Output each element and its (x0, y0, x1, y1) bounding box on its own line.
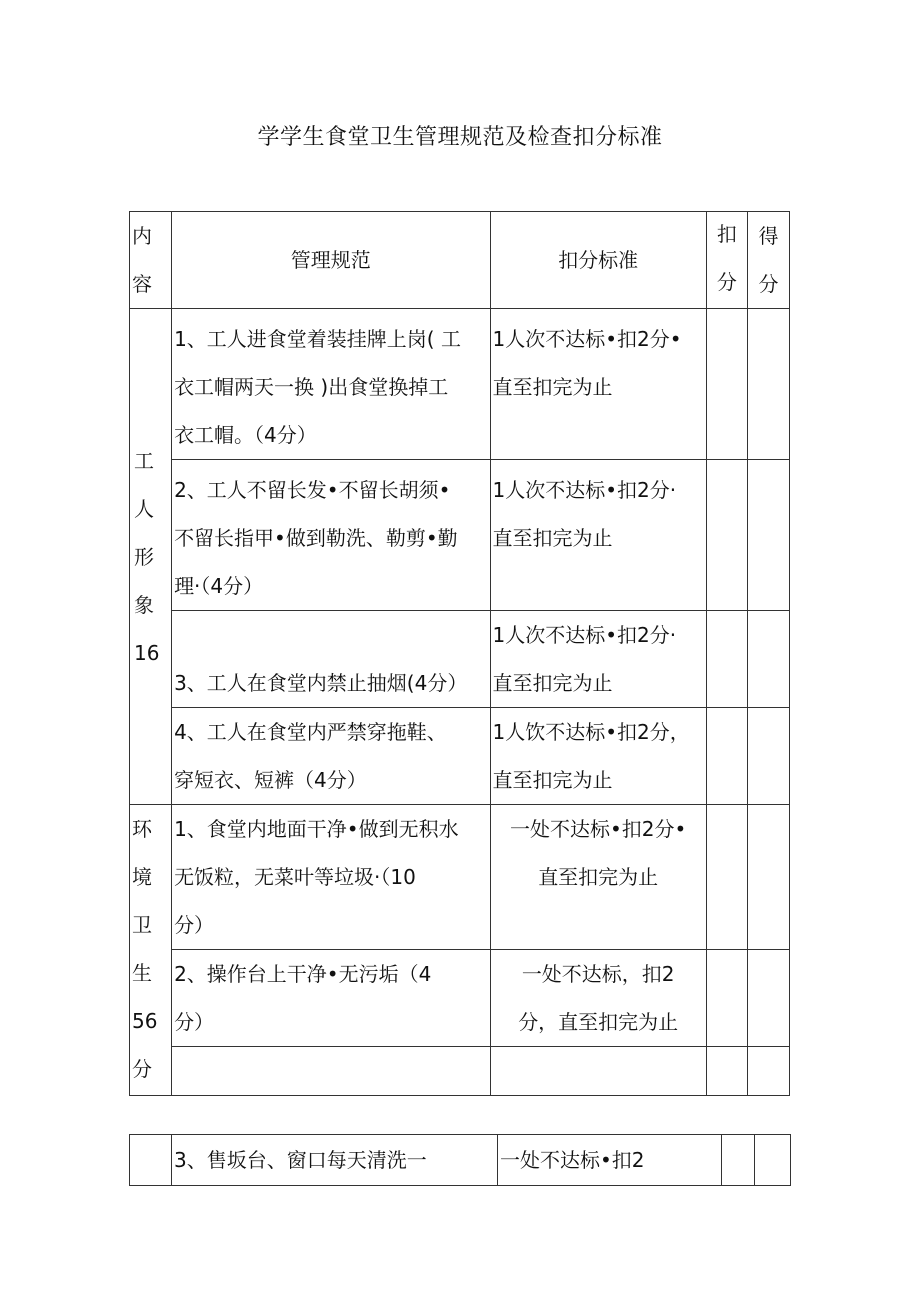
score-cell (747, 805, 789, 950)
standard-cell (490, 1047, 706, 1096)
deduct-cell (706, 805, 747, 950)
header-score: 得 分 (747, 212, 789, 309)
standard-cell: 1人次不达标•扣2分· 直至扣完为止 (490, 611, 706, 708)
section-cell (130, 1135, 172, 1186)
deduct-cell (706, 950, 747, 1047)
standard-cell: 1人饮不达标•扣2分， 直至扣完为止 (490, 708, 706, 805)
table-row (130, 708, 790, 805)
standard-cell: 一处不达标，扣2 分，直至扣完为止 (490, 950, 706, 1047)
table-row (130, 950, 790, 1047)
deduct-cell (722, 1135, 755, 1186)
table-row (130, 611, 790, 708)
norm-cell: 4、工人在食堂内严禁穿拖鞋、 穿短衣、短裤（4分） (172, 708, 490, 805)
table-header-row (130, 212, 790, 309)
standard-cell: 一处不达标•扣2分• 直至扣完为止 (490, 805, 706, 950)
deduct-cell (706, 611, 747, 708)
section-env: 环 境 卫 生 56 分 (130, 805, 172, 1096)
table-row (130, 460, 790, 611)
inspection-table (129, 211, 790, 1096)
score-cell (747, 708, 789, 805)
header-deduct: 扣 分 (706, 212, 747, 309)
deduct-cell (706, 1047, 747, 1096)
standard-cell: 一处不达标•扣2 (498, 1135, 722, 1186)
header-content: 内 容 (130, 212, 172, 309)
score-cell (747, 950, 789, 1047)
norm-cell: 2、操作台上干净•无污垢（4 分） (172, 950, 490, 1047)
table-row (130, 1047, 790, 1096)
deduct-cell (706, 708, 747, 805)
norm-cell: 1、食堂内地面干净•做到无积水 无饭粒，无菜叶等垃圾·（10 分） (172, 805, 490, 950)
standard-cell: 1人次不达标•扣2分· 直至扣完为止 (490, 460, 706, 611)
score-cell (755, 1135, 791, 1186)
norm-cell: 1、工人进食堂着装挂牌上岗( 工 衣工帽两天一换 )出食堂换掉工 衣工帽。（4分） (172, 309, 490, 460)
norm-cell: 3、售坂台、窗口每天清洗一 (172, 1135, 498, 1186)
score-cell (747, 1047, 789, 1096)
norm-cell: 2、工人不留长发•不留长胡须• 不留长指甲•做到勒洗、勒剪•勤 理·（4分） (172, 460, 490, 611)
norm-cell: 3、工人在食堂内禁止抽烟(4分） (172, 611, 490, 708)
norm-cell (172, 1047, 490, 1096)
deduct-cell (706, 460, 747, 611)
page-title: 学学生食堂卫生管理规范及检查扣分标准 (257, 125, 663, 150)
table-row (130, 309, 790, 460)
section-worker: 工 人 形 象 16 (130, 309, 172, 805)
header-standard: 扣分标准 (490, 212, 706, 309)
table-row (130, 805, 790, 950)
continuation-table (129, 1134, 791, 1186)
table-row (130, 1135, 791, 1186)
header-norm: 管理规范 (172, 212, 490, 309)
score-cell (747, 460, 789, 611)
deduct-cell (706, 309, 747, 460)
standard-cell: 1人次不达标•扣2分• 直至扣完为止 (490, 309, 706, 460)
score-cell (747, 611, 789, 708)
score-cell (747, 309, 789, 460)
